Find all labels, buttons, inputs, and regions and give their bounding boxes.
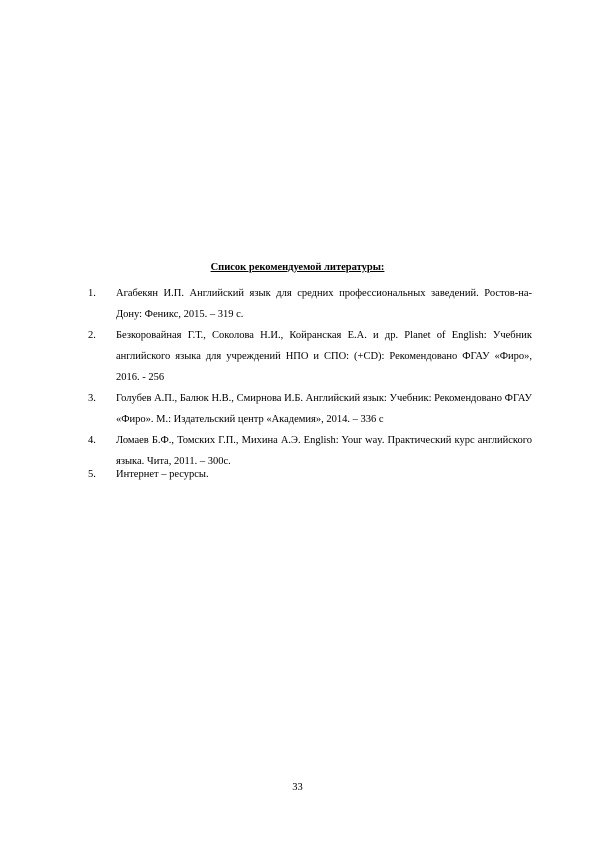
reference-number: 1.: [88, 288, 96, 299]
reference-number: 4.: [88, 435, 96, 446]
reference-item: [88, 430, 532, 472]
reference-text: Интернет – ресурсы.: [116, 469, 209, 480]
reference-number: 2.: [88, 330, 96, 341]
reference-item: [88, 283, 532, 325]
page-title: Список рекомендуемой литературы:: [210, 262, 385, 273]
page-number: 33: [292, 782, 303, 793]
reference-item: [88, 388, 532, 430]
reference-text: Безкоровайная Г.Т., Соколова Н.И., Койранская Е.А. и др. Planet of English: Учебник английского языка для учреждений НПО и СПО: (+CD): Рекомендовано ФГАУ «Фиро», 2016. - 256: [116, 330, 532, 383]
reference-list: [88, 283, 532, 482]
reference-text: Ломаев Б.Ф., Томских Г.П., Михина А.Э. English: Your way. Практический курс английского языка. Чита, 2011. – 300с.: [116, 435, 532, 467]
reference-item: [88, 325, 532, 388]
reference-text: Голубев А.П., Балюк Н.В., Смирнова И.Б. Английский язык: Учебник: Рекомендовано ФГАУ «Фиро». М.: Издательский центр «Академия», 2014. – 336 с: [116, 393, 532, 425]
reference-number: 3.: [88, 393, 96, 404]
reference-item: [88, 468, 532, 482]
reference-number: 5.: [88, 469, 96, 480]
reference-text: Агабекян И.П. Английский язык для средних профессиональных заведений. Ростов-на-Дону: Феникс, 2015. – 319 с.: [116, 288, 532, 320]
